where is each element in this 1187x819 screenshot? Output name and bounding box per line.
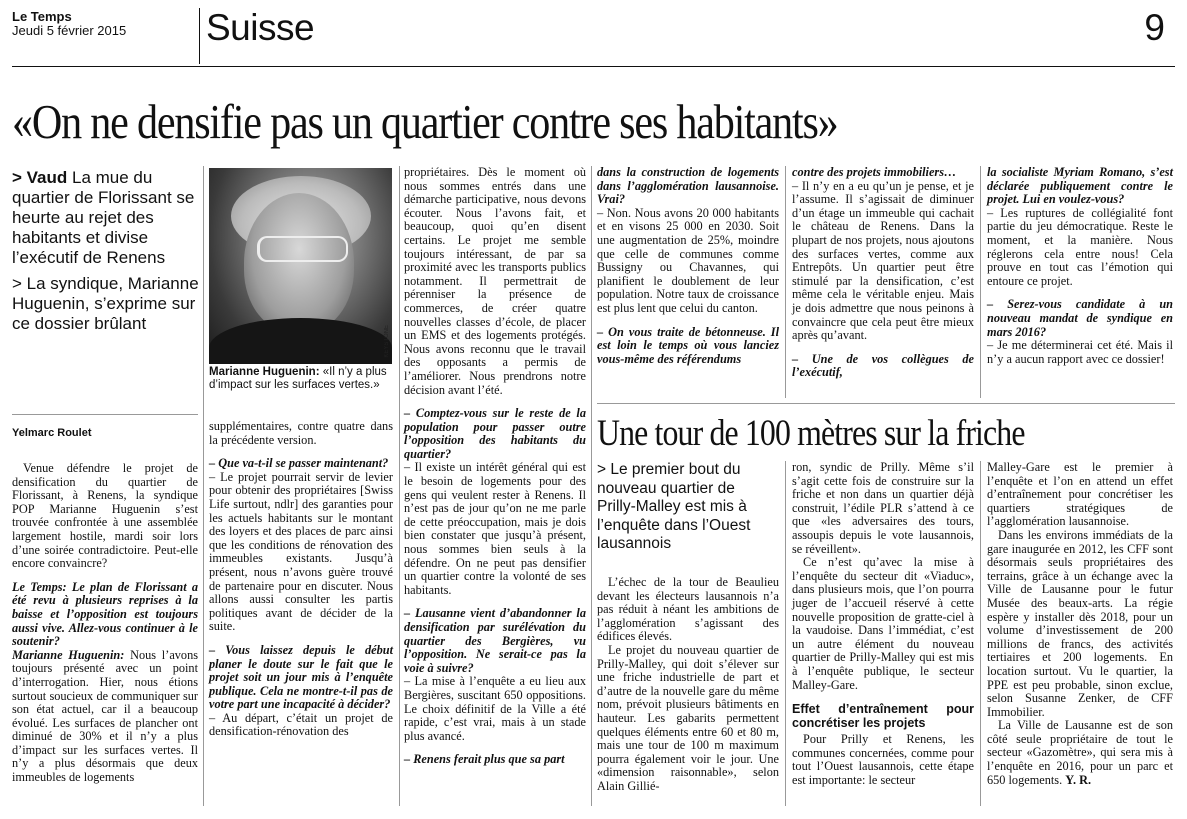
answer-1-text: Nous l’avons toujours présenté avec un point d’interrogation. Hier, nous étions surtout soucieux de communiquer sur son état actuel, car il a beaucoup évolué. Les surfaces de plancher ont diminué de 30% et il n’y a plus d’impact sur les surfaces vertes. Il n’y a plus désormais que deux immeubles de logements <box>12 647 199 785</box>
sidebar-paragraph: ron, syndic de Prilly. Même s’il s’agit cette fois de construire sur la friche et non dans un quartier déjà construit, l’édile PLR s’attend à ce que «les adversaires des tours, assoupis depuis le vote lausannois, se réveillent». <box>792 460 974 556</box>
column-divider <box>399 166 400 806</box>
interview-column-3 <box>404 166 586 767</box>
answer-7: – Il n’y en a eu qu’un je pense, et je l’assume. Il s’agissait de diminuer d’un étage un immeuble qui cachait le château de Renens. Dans la plupart de nos projets, nous ajoutons des surfaces vertes, comme aux Entrepôts. Un quartier peut être stimulé par la densification, c’est même cela le véritable enjeu. Mais je dois admettre que nous peinons à convaincre que cela peut être mieux après qu’avant. <box>792 178 974 343</box>
byline: Yelmarc Roulet <box>12 427 92 439</box>
interview-column-4 <box>597 166 779 366</box>
photo-face <box>244 193 354 333</box>
question-5: – Lausanne vient d’abandonner la densification par surélévation du quartier des Bergières, vu l’opposition. Ne serait-ce pas la voie à suivre? <box>404 606 586 675</box>
column-divider <box>980 461 981 806</box>
article-intro <box>12 168 202 340</box>
photo-caption <box>209 366 392 392</box>
intro-lead-1-text: La mue du quartier de Florissant se heurte au rejet des habitants et divise l’exécutif de Renens <box>12 168 195 267</box>
column-divider <box>785 166 786 398</box>
answer-8: – Les ruptures de collégialité font partie du jeu démocratique. Reste le moment, et la manière. Nous réglerons cela entre nous! Cela prouve en tout cas l’émotion qui entoure ce projet. <box>987 205 1173 288</box>
answer-1 <box>12 649 198 785</box>
caption-text: «Il n’y a plus d’impact sur les surfaces vertes.» <box>209 366 387 391</box>
question-6: – Renens ferait plus que sa part <box>404 752 565 767</box>
intro-lead-1-marker: > Vaud <box>12 168 68 187</box>
sidebar-paragraph: Le projet du nouveau quartier de Prilly-Malley, qui doit s’élever sur une friche industrielle de part et d’autre de la nouvelle gare du même nom, prévoit plusieurs bâtiments en hauteur. Les gabarits permettent quelques éléments entre 60 et 80 m, mais une tour de 100 m maximum pourra également voir le jour. Une «dimension raisonnable», selon Alain Gillié- <box>597 642 779 793</box>
author-signature: Y. R. <box>1065 772 1092 787</box>
issue-date: Jeudi 5 février 2015 <box>12 23 127 38</box>
sidebar-column-2 <box>792 461 974 787</box>
answer-6: – Non. Nous avons 20 000 habitants et en visons 25 000 en 2030. Soit une augmentation de 25%, moindre que celle de communes comme Bussigny ou Chavannes, qui planifient le doublement de leur population. Notre taux de croissance est plus lent que celui du canton. <box>597 205 779 315</box>
interview-column-6 <box>987 166 1173 366</box>
sidebar-paragraph: L’échec de la tour de Beaulieu devant les électeurs lausannois n’a pas réduit à néant les ambitions de l’agglomération s’agissant des édifices élevés. <box>597 575 779 644</box>
question-9: – Serez-vous candidate à un nouveau mandat de syndique en mars 2016? <box>987 297 1173 339</box>
column-divider <box>785 461 786 806</box>
sidebar-lede: > Le premier bout du nouveau quartier de Prilly-Malley est mis à l’enquête dans l’Ouest lausannois <box>597 461 751 552</box>
question-7: – On vous traite de bétonneuse. Il est loin le temps où vous lanciez vous-même des référendums <box>597 324 779 366</box>
sidebar-paragraph: Dans les environs immédiats de la gare inaugurée en 2012, les CFF sont désormais seuls propriétaires des terrains, grâce à un échange avec la Ville de Lausanne pour le futur Musée des beaux-arts. La régie espère y installer dès 2018, pour un volume d’investissement de 200 millions de francs, des activités tertiaires et 200 logements. En location surtout. Vu le quartier, la PPE est peu probable, sinon exclue, selon Susanne Zenker, de CFF Immobilier. <box>987 527 1173 719</box>
photo-shoulder <box>209 318 392 364</box>
question-1: Le Temps: Le plan de Florissant a été revu à plusieurs reprises à la baisse et l’opposition est toujours aussi vive. Allez-vous continuer à le soutenir? <box>12 579 198 649</box>
sidebar-paragraph: Pour Prilly et Renens, les communes concernées, comme pour tout l’Ouest lausannois, cette étape est importante: le secteur <box>792 732 974 787</box>
answer-5: – La mise à l’enquête a eu lieu aux Bergières, suscitant 650 oppositions. Le choix définitif de la Ville a été rapide, c’est vrai, mais à un stade plus avancé. <box>404 674 586 743</box>
sidebar-subheading: Effet d’entraînement pour concrétiser les projets <box>792 702 974 731</box>
section-title: Suisse <box>206 7 315 48</box>
sidebar-paragraph: Ce n’est qu’avec la mise à l’enquête du secteur dit «Viaduc», dans plusieurs mois, que l’on pourra juger de l’accueil réservé à cette nouvelle proposition de gratte-ciel à la vaudoise. Dans l’immédiat, c’est un autre élément du nouveau quartier de Prilly-Malley qui est mis à l’enquête publique, le secteur Malley-Gare. <box>792 555 974 692</box>
speaker-label: Marianne Huguenin: <box>12 647 125 662</box>
page-number: 9 <box>1144 7 1165 48</box>
sidebar-column-3 <box>987 461 1173 787</box>
brand-name: Le Temps <box>12 9 72 24</box>
intro-lead-2: > La syndique, Marianne Huguenin, s’exprime sur ce dossier brûlant <box>12 274 199 333</box>
sidebar-paragraph: Malley-Gare est le premier à l’enquête et l’on en attend un effet d’entraînement pour concrétiser les quartiers stratégiques de l’agglomération lausannoise. <box>987 460 1173 529</box>
answer-1-continued: supplémentaires, contre quatre dans la précédente version. <box>209 419 393 447</box>
sidebar-paragraph <box>987 719 1173 787</box>
column-divider <box>591 166 592 806</box>
answer-2: – Le projet pourrait servir de levier pour obtenir des propriétaires [Swiss Life surtout, ndlr] des garanties pour les actuels habitants sur le montant des loyers et des places de parc ainsi que les conditions de rénovation des immeubles existants. Jusqu’à présent, nous n’avons guère trouvé de partenaire pour en discuter. Nous allons aussi consulter les partis politiques avant de décider de la suite. <box>209 469 393 634</box>
sidebar-paragraph-text: La Ville de Lausanne est de son côté seule propriétaire de tout le secteur «Gazomètre», qui sera mis à l’enquête en 2016, pour un parc et 650 logements. <box>987 718 1173 787</box>
photo-glasses <box>257 236 348 262</box>
intro-lead-1 <box>12 168 202 268</box>
answer-3-continued: propriétaires. Dès le moment où nous sommes entrés dans une démarche participative, nous devons écouter. Nous l’avons fait, et beaucoup, quoi qu’en disent certains. Le projet me semble toujours intéressant, de par sa proximité avec les transports publics notamment. Il permettrait de pérenniser la présence de commerces, de créer quatre nouvelles classes d’école, de placer un EMS et des logements protégés. Nous avons reconnu que le travail des opposants a permis de l’améliorer. Nous prendrons notre décision avant l’été. <box>404 165 586 397</box>
article-headline: «On ne densifie pas un quartier contre ses habitants» <box>12 94 838 149</box>
masthead <box>12 10 126 38</box>
sidebar-rule <box>597 403 1175 404</box>
interview-column-1 <box>12 462 198 785</box>
question-2: – Que va-t-il se passer maintenant? <box>209 456 389 471</box>
photo-credit: KEYSTONE <box>384 325 390 358</box>
column-divider <box>980 166 981 398</box>
question-8: – Une de vos collègues de l’exécutif, <box>792 351 974 380</box>
column-divider <box>203 166 204 806</box>
interview-column-5 <box>792 166 974 380</box>
intro-paragraph: Venue défendre le projet de densification du quartier de Florissant, à Renens, la syndique POP Marianne Huguenin s’est trouvée confrontée à une assemblée largement hostile, mardi soir lors d’une soirée contradictoire. Peut-elle encore convaincre? <box>12 461 198 571</box>
sidebar-headline: Une tour de 100 mètres sur la friche <box>597 413 1025 454</box>
caption-name: Marianne Huguenin: <box>209 366 320 378</box>
question-4: – Comptez-vous sur le reste de la population pour passer outre l’opposition des habitants du quartier? <box>404 406 586 461</box>
question-3: – Vous laissez depuis le début planer le doute sur le fait que le projet soit un jour mis à l’enquête publique. Cela ne montre-t-il pas de votre part une incapacité à décider? <box>209 642 393 712</box>
question-8-continued: la socialiste Myriam Romano, s’est déclarée publiquement contre le projet. Lui en voulez-vous? <box>987 165 1173 207</box>
answer-3: – Au départ, c’était un projet de densification-rénovation des <box>209 710 393 739</box>
header-divider <box>199 8 200 64</box>
portrait-photo <box>209 168 392 364</box>
sidebar-column-1 <box>597 576 779 794</box>
question-7-continued: contre des projets immobiliers… <box>792 165 957 179</box>
intro-rule <box>12 414 198 415</box>
interview-column-2 <box>209 420 393 739</box>
header-rule <box>12 66 1175 67</box>
answer-4: – Il existe un intérêt général qui est le besoin de logements pour des gens qui veulent rester à Renens. Il n’est pas de jour qu’on ne me parle de cette préoccupation, mais je dois bien constater que jusqu’à présent, nous sommes bien seuls à la défendre. On ne peut pas densifier un quartier contre la volonté de ses habitants. <box>404 460 586 597</box>
question-6-continued: dans la construction de logements dans l’agglomération lausannoise. Vrai? <box>597 165 779 207</box>
answer-9: – Je me déterminerai cet été. Mais il n’y a aucun rapport avec ce dossier! <box>987 338 1173 366</box>
